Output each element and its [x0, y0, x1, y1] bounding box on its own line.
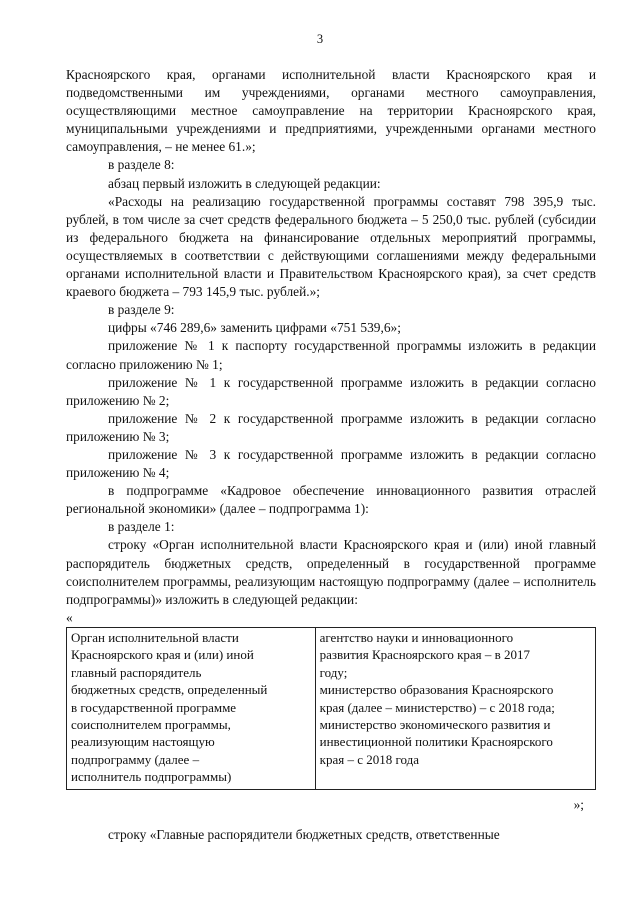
table-cell-line: бюджетных средств, определенный — [71, 682, 268, 698]
paragraph-list — [66, 66, 596, 609]
table-cell-line: края – с 2018 года — [319, 751, 419, 767]
subprogram-executor-table — [66, 627, 596, 790]
table-cell-value — [315, 627, 595, 789]
paragraph: в разделе 8: — [108, 157, 175, 173]
table-cell-line: реализующим настоящую — [71, 734, 215, 750]
paragraph: Красноярского края, органами исполнительной власти Красноярского края и подведомственными им учреждениями, органами местного самоуправления, осуществляющими местное самоуправление на территории Красноярского края, муниципальными учреждениями и предприятиями, учрежденными органами местного самоуправления, – не менее 61.»; — [66, 67, 596, 155]
paragraph: в разделе 9: — [108, 302, 175, 318]
paragraph: строку «Орган исполнительной власти Красноярского края и (или) иной главный распорядитель бюджетных средств, определенный в государственной программе соисполнителем программы, реализующим настоящую подпрограмму (далее – исполнитель подпрограммы)» изложить в следующей редакции: — [66, 537, 596, 607]
table-row — [67, 627, 596, 789]
table-cell-line: подпрограмму (далее – — [71, 751, 200, 767]
table-cell-line: края (далее – министерство) – с 2018 года; — [319, 699, 555, 715]
last-paragraph: строку «Главные распорядители бюджетных средств, ответственные — [108, 826, 500, 842]
table-cell-label — [67, 627, 316, 789]
table-cell-line: министерство образования Красноярского — [319, 682, 554, 698]
document-body — [66, 66, 596, 844]
paragraph: приложение № 3 к государственной программе изложить в редакции согласно приложению № 4; — [66, 446, 596, 481]
table-cell-line: в государственной программе — [71, 699, 237, 715]
paragraph: приложение № 1 к государственной программе изложить в редакции согласно приложению № 2; — [66, 374, 596, 408]
paragraph: цифры «746 289,6» заменить цифрами «751 539,6»; — [108, 320, 401, 336]
paragraph: абзац первый изложить в следующей редакции: — [108, 175, 381, 191]
opening-quote: « — [66, 609, 73, 625]
table-cell-line: Красноярского края и (или) иной — [71, 647, 254, 663]
closing-quote: »; — [573, 796, 584, 812]
table-cell-line: развития Красноярского края – в 2017 — [319, 647, 531, 663]
page-number: 3 — [316, 32, 324, 46]
table-cell-line: исполнитель подпрограммы) — [71, 769, 232, 785]
table-cell-line: инвестиционной политики Красноярского — [319, 734, 553, 750]
table-cell-line: соисполнителем программы, — [71, 716, 231, 732]
table-cell-line: главный распорядитель — [71, 664, 202, 680]
table-cell-line: Орган исполнительной власти — [71, 629, 239, 645]
paragraph: в подпрограмме «Кадровое обеспечение инновационного развития отраслей региональной экономики» (далее – подпрограмма 1): — [66, 483, 596, 517]
paragraph: приложение № 1 к паспорту государственной программы изложить в редакции согласно приложению № 1; — [66, 338, 596, 372]
table-container — [66, 627, 596, 790]
table-cell-line: агентство науки и инновационного — [319, 629, 514, 645]
paragraph: «Расходы на реализацию государственной программы составят 798 395,9 тыс. рублей, в том числе за счет средств федерального бюджета – 5 250,0 тыс. рублей (субсидии из федерального бюджета на финансирование отдельных мероприятий программы, осуществляемых в соответствии с действующими соглашениями между федеральными органами исполнительной власти и Правительством Красноярского края), за счет средств краевого бюджета – 793 145,9 тыс. рублей.»; — [66, 193, 596, 300]
paragraph: приложение № 2 к государственной программе изложить в редакции согласно приложению № 3; — [66, 410, 596, 444]
table-cell-line: министерство экономического развития и — [319, 716, 551, 732]
paragraph: в разделе 1: — [108, 519, 175, 535]
table-cell-line: году; — [319, 664, 348, 680]
